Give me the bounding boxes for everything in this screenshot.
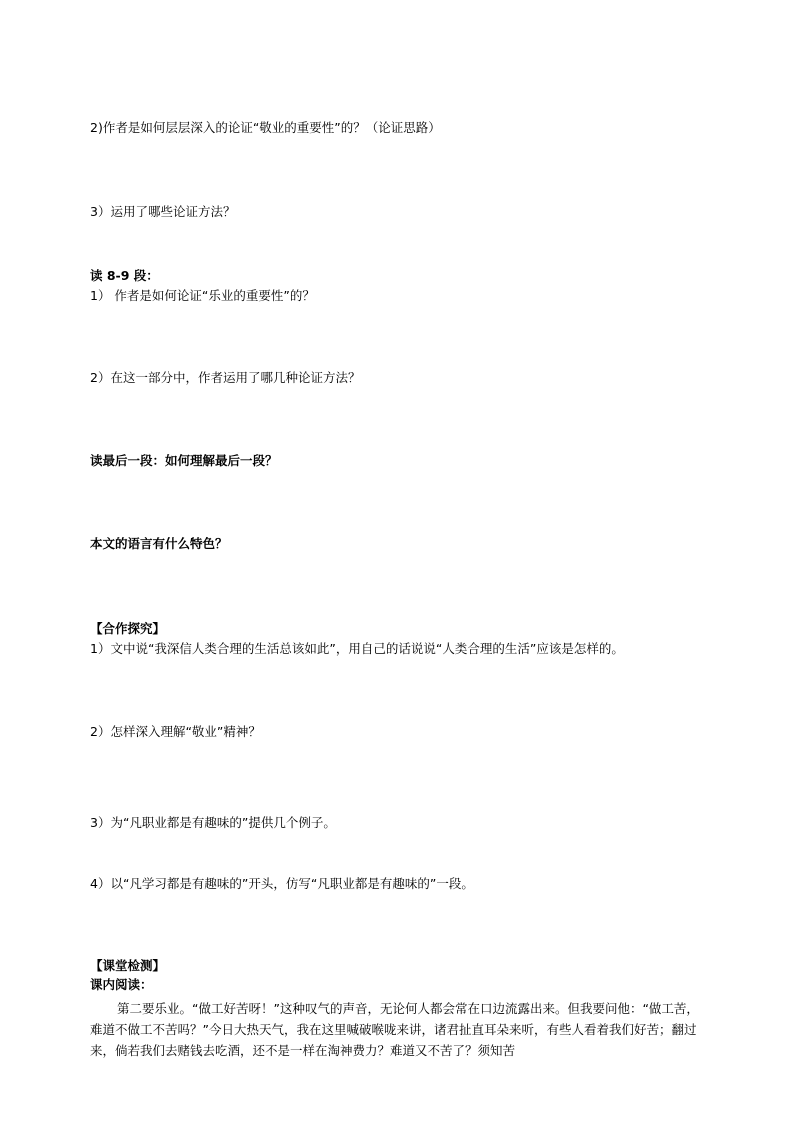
cooperation-question-3: 3）为“凡职业都是有趣味的”提供几个例子。 xyxy=(90,815,336,830)
section-heading-last-paragraph: 读最后一段：如何理解最后一段？ xyxy=(90,453,278,468)
cooperation-question-4: 4）以“凡学习都是有趣味的”开头，仿写“凡职业都是有趣味的”一段。 xyxy=(90,876,474,891)
question-argument-methods: 3）运用了哪些论证方法？ xyxy=(90,204,236,219)
question-methods-used: 2）在这一部分中，作者运用了哪几种论证方法？ xyxy=(90,370,361,385)
question-joy-importance: 1） 作者是如何论证“乐业的重要性”的？ xyxy=(90,288,315,303)
cooperation-question-1: 1）文中说“我深信人类合理的生活总该如此”，用自己的话说说“人类合理的生活”应该是怎样的。 xyxy=(90,641,624,656)
question-argument-path: 2)作者是如何层层深入的论证“敬业的重要性”的？（论证思路） xyxy=(90,120,441,135)
cooperation-heading: 【合作探究】 xyxy=(90,621,166,636)
cooperation-question-2: 2）怎样深入理解“敬业”精神？ xyxy=(90,724,261,739)
class-test-heading: 【课堂检测】 xyxy=(90,958,166,973)
section-heading-language: 本文的语言有什么特色？ xyxy=(90,536,228,551)
reading-passage: 第二要乐业。“做工好苦呀！”这种叹气的声音，无论何人都会常在口边流露出来。但我要问他：“做工苦，难道不做工不苦吗？”今日大热天气，我在这里喊破喉咙来讲，诸君扯直耳朵来听，有些人看着我们好苦；翻过来，倘若我们去赌钱去吃酒，还不是一样在淘神费力？难道又不苦了？须知苦 xyxy=(90,1001,699,1058)
class-test-subheading: 课内阅读： xyxy=(90,977,153,992)
section-heading-paragraphs-8-9: 读 8-9 段： xyxy=(90,268,159,283)
